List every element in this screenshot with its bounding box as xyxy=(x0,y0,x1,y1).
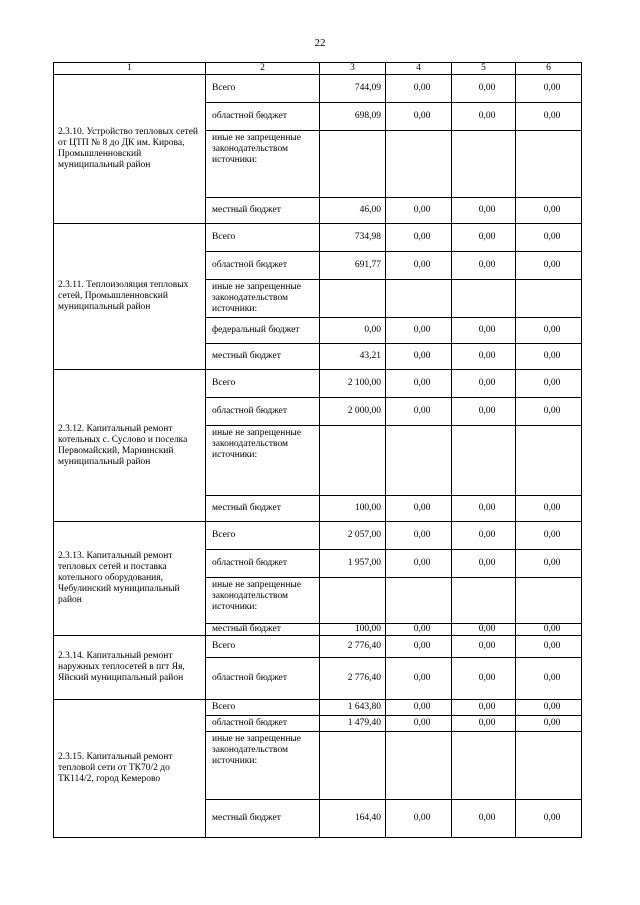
amount-total: 2 100,00 xyxy=(320,370,386,398)
amount-total: 1 643,80 xyxy=(320,700,386,716)
amount-total: 691,77 xyxy=(320,252,386,280)
amount-year-4 xyxy=(386,131,452,198)
amount-year-4: 0,00 xyxy=(386,75,452,103)
column-header: 1 xyxy=(54,63,206,75)
table-row xyxy=(54,75,582,103)
funding-source-label: областной бюджет xyxy=(206,398,320,426)
amount-year-4: 0,00 xyxy=(386,370,452,398)
amount-total: 734,98 xyxy=(320,224,386,252)
funding-source-label: иные не запрещенные законодательством источники: xyxy=(206,426,320,496)
amount-year-4: 0,00 xyxy=(386,398,452,426)
amount-year-4: 0,00 xyxy=(386,716,452,732)
amount-year-4: 0,00 xyxy=(386,252,452,280)
amount-year-5: 0,00 xyxy=(452,198,516,224)
amount-year-6: 0,00 xyxy=(516,522,582,550)
amount-year-6: 0,00 xyxy=(516,344,582,370)
amount-year-5: 0,00 xyxy=(452,398,516,426)
amount-total: 2 000,00 xyxy=(320,398,386,426)
funding-source-label: областной бюджет xyxy=(206,658,320,700)
amount-year-5: 0,00 xyxy=(452,252,516,280)
table-row xyxy=(54,522,582,550)
amount-year-5 xyxy=(452,426,516,496)
amount-year-4: 0,00 xyxy=(386,658,452,700)
funding-source-label: областной бюджет xyxy=(206,550,320,578)
amount-year-4: 0,00 xyxy=(386,522,452,550)
amount-year-5: 0,00 xyxy=(452,550,516,578)
amount-total xyxy=(320,280,386,318)
table-header xyxy=(54,63,582,75)
amount-total: 1 957,00 xyxy=(320,550,386,578)
amount-year-4: 0,00 xyxy=(386,800,452,838)
page-number: 22 xyxy=(314,37,326,49)
measure-description: 2.3.10. Устройство тепловых сетей от ЦТП № 8 до ДК им. Кирова, Промышленновский муниципальный район xyxy=(54,75,206,224)
amount-year-4 xyxy=(386,426,452,496)
measure-description: 2.3.15. Капитальный ремонт тепловой сети от ТК70/2 до ТК114/2, город Кемерово xyxy=(54,700,206,838)
funding-source-label: иные не запрещенные законодательством источники: xyxy=(206,280,320,318)
amount-year-6 xyxy=(516,732,582,800)
amount-year-6: 0,00 xyxy=(516,224,582,252)
amount-year-6 xyxy=(516,426,582,496)
funding-source-label: иные не запрещенные законодательством источники: xyxy=(206,578,320,624)
column-header: 3 xyxy=(320,63,386,75)
column-header: 2 xyxy=(206,63,320,75)
amount-year-4: 0,00 xyxy=(386,198,452,224)
amount-total xyxy=(320,732,386,800)
amount-total: 100,00 xyxy=(320,496,386,522)
amount-total xyxy=(320,578,386,624)
funding-source-label: Всего xyxy=(206,75,320,103)
funding-source-label: местный бюджет xyxy=(206,496,320,522)
amount-year-6: 0,00 xyxy=(516,103,582,131)
amount-year-6: 0,00 xyxy=(516,800,582,838)
funding-source-label: Всего xyxy=(206,522,320,550)
amount-year-5: 0,00 xyxy=(452,496,516,522)
amount-year-4 xyxy=(386,578,452,624)
funding-source-label: Всего xyxy=(206,370,320,398)
amount-year-6: 0,00 xyxy=(516,716,582,732)
amount-year-4: 0,00 xyxy=(386,496,452,522)
column-header: 4 xyxy=(386,63,452,75)
measure-description: 2.3.11. Теплоизоляция тепловых сетей, Промышленновский муниципальный район xyxy=(54,224,206,370)
amount-year-6: 0,00 xyxy=(516,700,582,716)
amount-year-5: 0,00 xyxy=(452,224,516,252)
funding-source-label: федеральный бюджет xyxy=(206,318,320,344)
table-body xyxy=(54,75,582,838)
amount-year-5: 0,00 xyxy=(452,318,516,344)
amount-total: 43,21 xyxy=(320,344,386,370)
amount-year-6: 0,00 xyxy=(516,198,582,224)
header-row xyxy=(54,63,582,75)
amount-year-5: 0,00 xyxy=(452,716,516,732)
amount-total: 46,00 xyxy=(320,198,386,224)
amount-total: 2 057,00 xyxy=(320,522,386,550)
amount-year-5: 0,00 xyxy=(452,624,516,636)
funding-source-label: местный бюджет xyxy=(206,198,320,224)
funding-source-label: Всего xyxy=(206,636,320,658)
amount-total: 0,00 xyxy=(320,318,386,344)
amount-total xyxy=(320,131,386,198)
amount-year-4: 0,00 xyxy=(386,624,452,636)
amount-year-6: 0,00 xyxy=(516,318,582,344)
amount-year-6 xyxy=(516,578,582,624)
amount-year-5 xyxy=(452,578,516,624)
amount-year-5: 0,00 xyxy=(452,522,516,550)
amount-year-4 xyxy=(386,280,452,318)
amount-year-6: 0,00 xyxy=(516,624,582,636)
amount-year-5: 0,00 xyxy=(452,344,516,370)
amount-year-6: 0,00 xyxy=(516,398,582,426)
amount-total: 2 776,40 xyxy=(320,636,386,658)
amount-year-6: 0,00 xyxy=(516,550,582,578)
table-row xyxy=(54,700,582,716)
amount-year-5 xyxy=(452,131,516,198)
amount-year-6 xyxy=(516,280,582,318)
amount-year-5: 0,00 xyxy=(452,700,516,716)
amount-year-6: 0,00 xyxy=(516,658,582,700)
funding-source-label: иные не запрещенные законодательством источники: xyxy=(206,732,320,800)
amount-year-4: 0,00 xyxy=(386,103,452,131)
amount-year-6: 0,00 xyxy=(516,75,582,103)
amount-year-4: 0,00 xyxy=(386,224,452,252)
amount-total: 100,00 xyxy=(320,624,386,636)
table-row xyxy=(54,224,582,252)
funding-source-label: Всего xyxy=(206,224,320,252)
amount-year-5: 0,00 xyxy=(452,636,516,658)
amount-total: 698,09 xyxy=(320,103,386,131)
amount-year-5: 0,00 xyxy=(452,658,516,700)
amount-total: 1 479,40 xyxy=(320,716,386,732)
measure-description: 2.3.13. Капитальный ремонт тепловых сетей и поставка котельного оборудования, Чебулинский муниципальный район xyxy=(54,522,206,636)
column-header: 5 xyxy=(452,63,516,75)
amount-year-6: 0,00 xyxy=(516,370,582,398)
funding-source-label: местный бюджет xyxy=(206,624,320,636)
funding-source-label: местный бюджет xyxy=(206,344,320,370)
funding-source-label: Всего xyxy=(206,700,320,716)
amount-year-6 xyxy=(516,131,582,198)
funding-source-label: местный бюджет xyxy=(206,800,320,838)
funding-source-label: областной бюджет xyxy=(206,252,320,280)
amount-year-6: 0,00 xyxy=(516,636,582,658)
amount-year-4: 0,00 xyxy=(386,700,452,716)
funding-source-label: областной бюджет xyxy=(206,716,320,732)
amount-year-4 xyxy=(386,732,452,800)
amount-year-4: 0,00 xyxy=(386,344,452,370)
amount-year-4: 0,00 xyxy=(386,318,452,344)
amount-year-5: 0,00 xyxy=(452,800,516,838)
funding-table xyxy=(53,62,582,838)
amount-year-4: 0,00 xyxy=(386,636,452,658)
funding-source-label: областной бюджет xyxy=(206,103,320,131)
amount-year-5: 0,00 xyxy=(452,103,516,131)
amount-total: 2 776,40 xyxy=(320,658,386,700)
amount-total: 744,09 xyxy=(320,75,386,103)
amount-year-4: 0,00 xyxy=(386,550,452,578)
measure-description: 2.3.14. Капитальный ремонт наружных теплосетей в пгт Яя, Яйский муниципальный район xyxy=(54,636,206,700)
amount-total: 164,40 xyxy=(320,800,386,838)
measure-description: 2.3.12. Капитальный ремонт котельных с. Суслово и поселка Первомайский, Мариинский муниципальный район xyxy=(54,370,206,522)
amount-total xyxy=(320,426,386,496)
amount-year-5 xyxy=(452,280,516,318)
funding-source-label: иные не запрещенные законодательством источники: xyxy=(206,131,320,198)
amount-year-5: 0,00 xyxy=(452,75,516,103)
amount-year-6: 0,00 xyxy=(516,252,582,280)
table-row xyxy=(54,636,582,658)
amount-year-6: 0,00 xyxy=(516,496,582,522)
amount-year-5 xyxy=(452,732,516,800)
amount-year-5: 0,00 xyxy=(452,370,516,398)
table-row xyxy=(54,370,582,398)
column-header: 6 xyxy=(516,63,582,75)
